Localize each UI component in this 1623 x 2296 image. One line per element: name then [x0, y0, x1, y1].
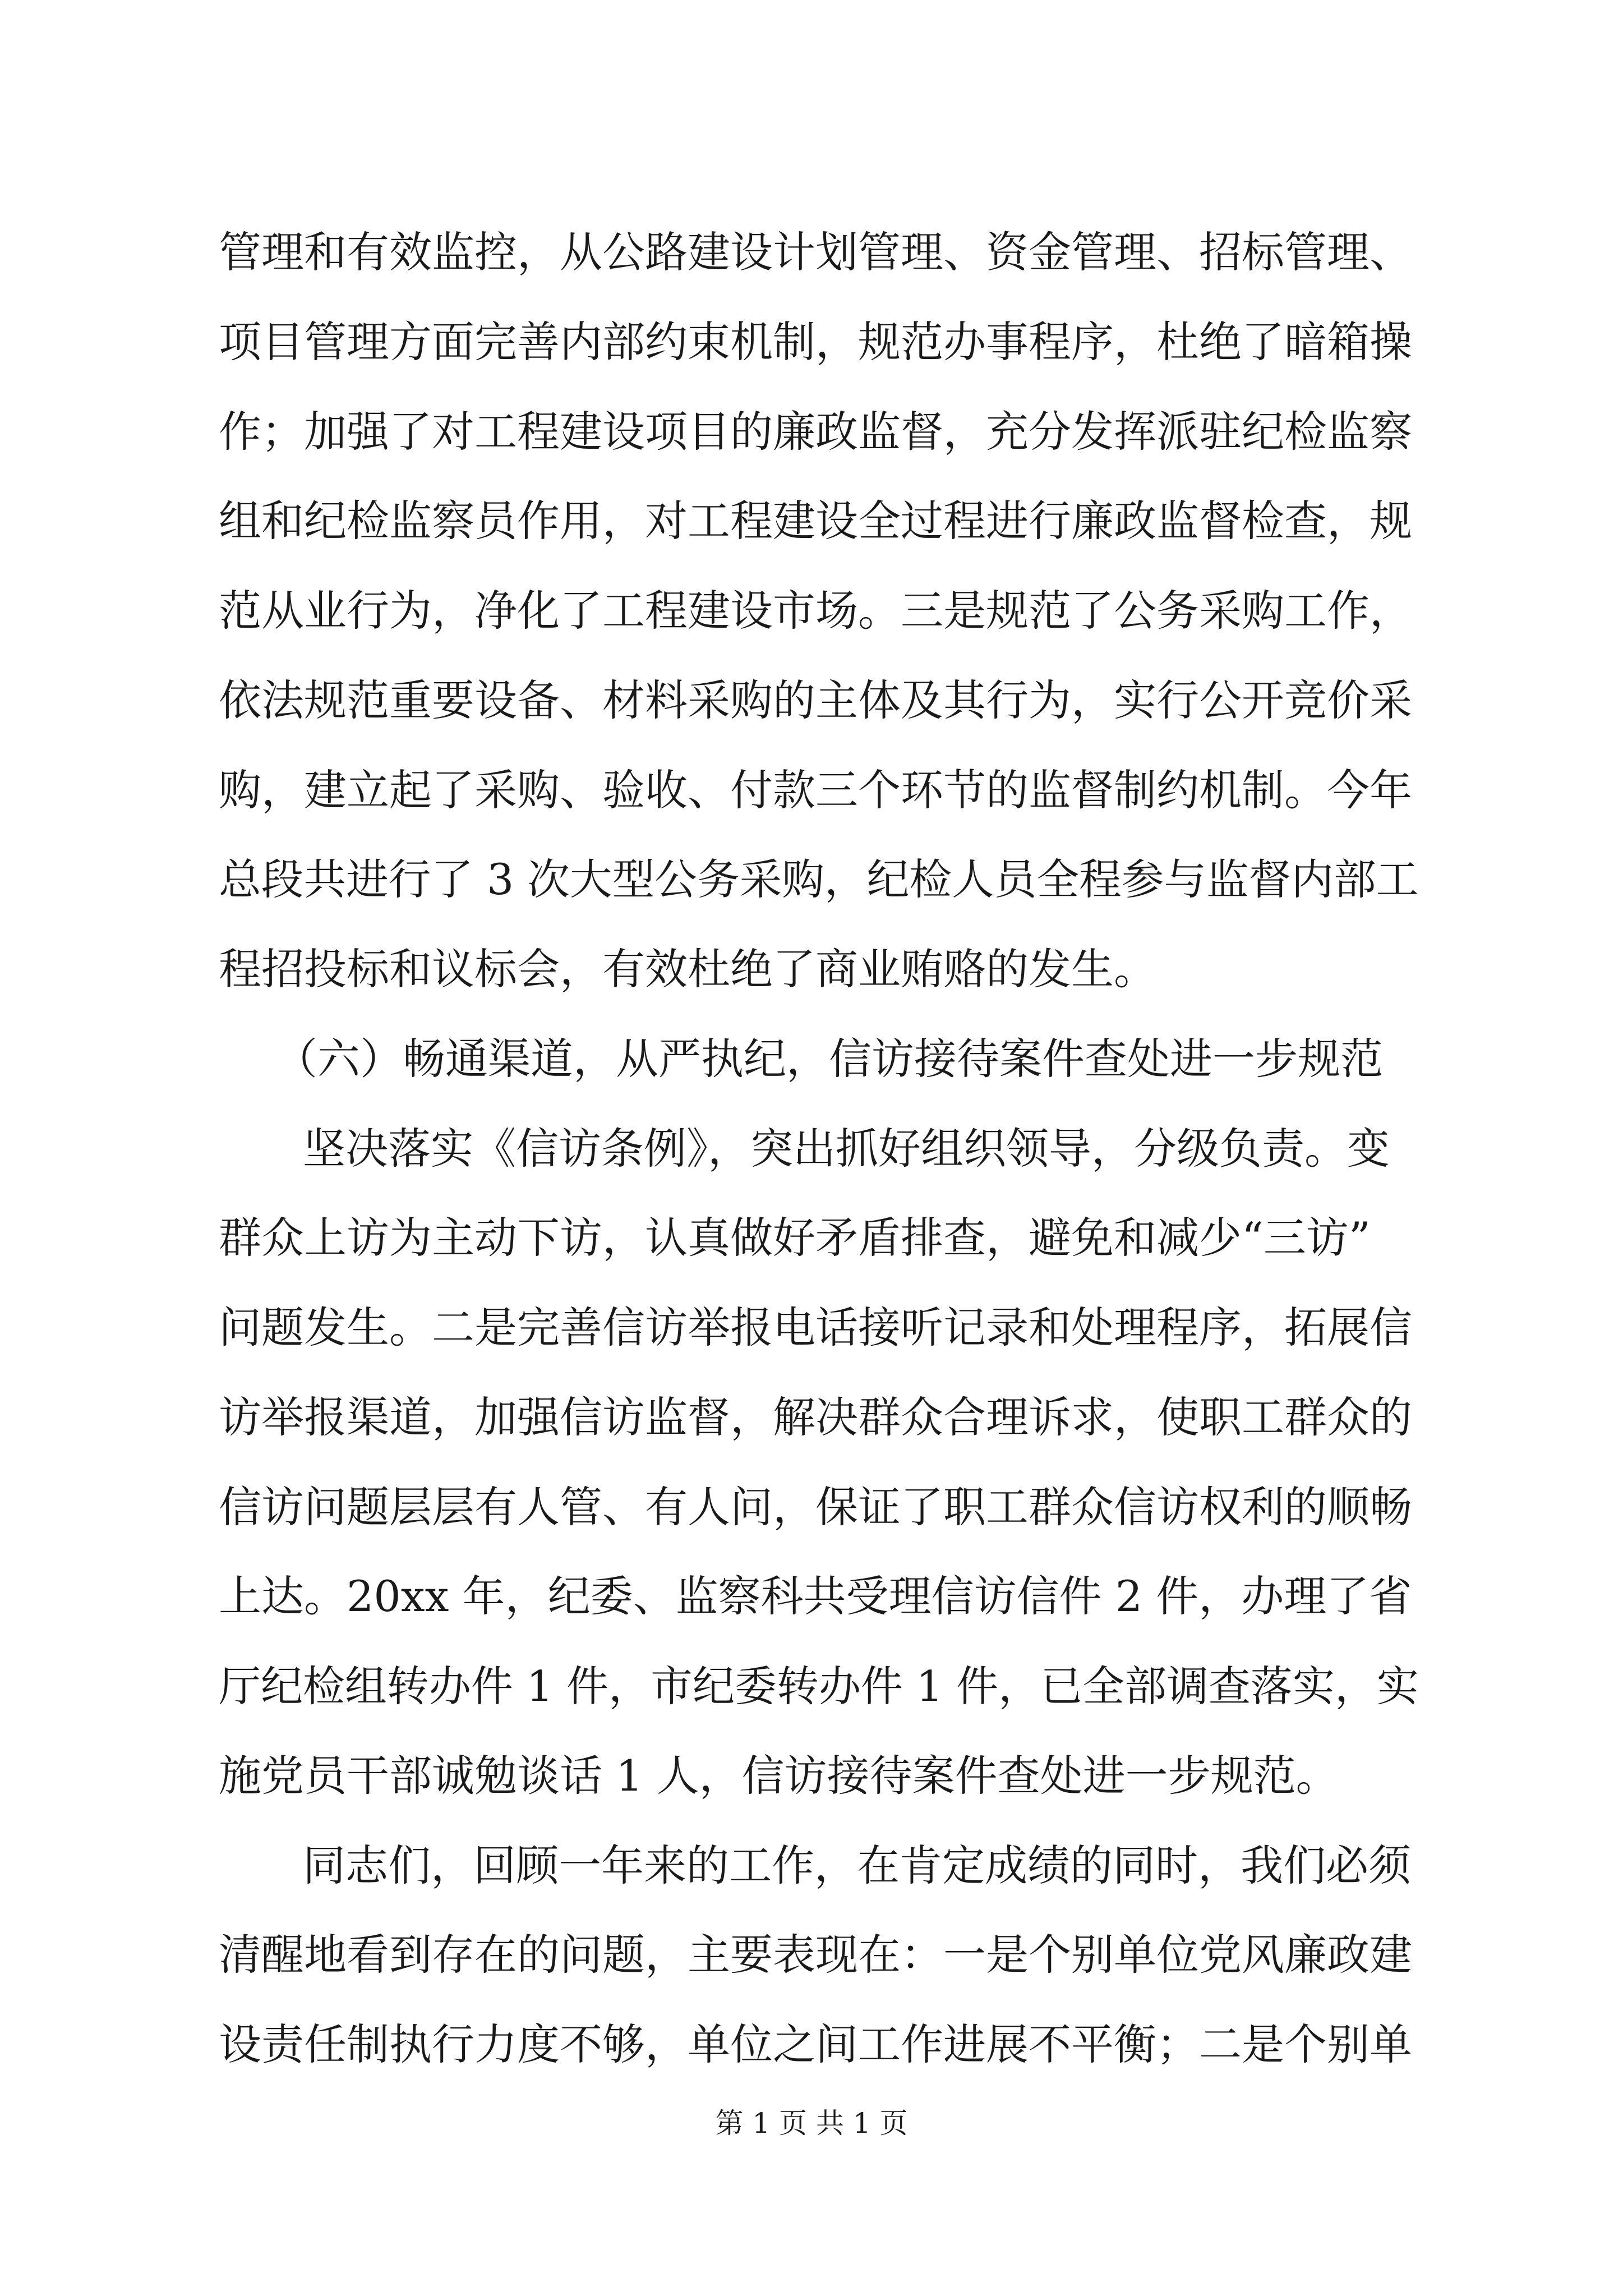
text-line: [0, 398, 1623, 466]
text-line-content: 同志们，回顾一年来的工作，在肯定成绩的同时，我们必须: [303, 1840, 1411, 1890]
text-line: [0, 1832, 1623, 1899]
text-line-content: 群众上访为主动下访，认真做好矛盾排查，避免和减少“三访”: [219, 1213, 1371, 1263]
text-line-content: 程招投标和议标会，有效杜绝了商业贿赂的发生。: [219, 944, 1156, 994]
text-line: [0, 1204, 1623, 1272]
text-line-content: 作；加强了对工程建设项目的廉政监督，充分发挥派驻纪检监察: [219, 406, 1412, 457]
text-line-content: 坚决落实《信访条例》，突出抓好组织领导，分级负责。变: [303, 1123, 1390, 1174]
text-line: [0, 757, 1623, 824]
text-line: [0, 219, 1623, 286]
section-heading-text: （六）畅通渠道，从严执纪，信访接待案件查处进一步规范: [275, 1033, 1383, 1084]
page-footer: 第 1 页 共 1 页: [715, 2107, 908, 2139]
text-line-content: 组和纪检监察员作用，对工程建设全过程进行廉政监督检查，规: [219, 496, 1412, 546]
text-line: [0, 1115, 1623, 1182]
text-line-content: 范从业行为，净化了工程建设市场。三是规范了公务采购工作，: [219, 586, 1412, 636]
text-line-content: 购，建立起了采购、验收、付款三个环节的监督制约机制。今年: [219, 765, 1412, 815]
text-line: [0, 1653, 1623, 1720]
text-line-content: 总段共进行了 3 次大型公务采购，纪检人员全程参与监督内部工: [219, 855, 1419, 905]
text-line: [0, 309, 1623, 376]
text-line-content: 依法规范重要设备、材料采购的主体及其行为，实行公开竞价采: [219, 675, 1412, 725]
text-line: [0, 1742, 1623, 1810]
text-line-content: 设责任制执行力度不够，单位之间工作进展不平衡；二是个别单: [219, 2019, 1412, 2069]
text-line: [0, 846, 1623, 913]
text-line: [0, 936, 1623, 1003]
text-line-content: 管理和有效监控，从公路建设计划管理、资金管理、招标管理、: [219, 227, 1412, 277]
text-line-content: 访举报渠道，加强信访监督，解决群众合理诉求，使职工群众的: [219, 1392, 1412, 1442]
text-line: [0, 667, 1623, 734]
text-line-content: 项目管理方面完善内部约束机制，规范办事程序，杜绝了暗箱操: [219, 316, 1412, 367]
text-line: [0, 1294, 1623, 1361]
text-line-content: 上达。20xx 年，纪委、监察科共受理信访信件 2 件，办理了省: [219, 1571, 1412, 1622]
text-line: [0, 2011, 1623, 2078]
text-line: [0, 1384, 1623, 1451]
text-line: [0, 1921, 1623, 1989]
text-line: [0, 1474, 1623, 1541]
text-line-content: 信访问题层层有人管、有人问，保证了职工群众信访权利的顺畅: [219, 1481, 1412, 1532]
section-heading: [0, 1025, 1623, 1093]
text-line: [0, 1563, 1623, 1630]
text-line-content: 问题发生。二是完善信访举报电话接听记录和处理程序，拓展信: [219, 1303, 1412, 1352]
text-line-content: 施党员干部诚勉谈话 1 人，信访接待案件查处进一步规范。: [219, 1750, 1339, 1801]
text-line-content: 清醒地看到存在的问题，主要表现在：一是个别单位党风廉政建: [219, 1930, 1412, 1980]
text-line-content: 厅纪检组转办件 1 件，市纪委转办件 1 件，已全部调查落实，实: [219, 1662, 1419, 1711]
text-line: [0, 577, 1623, 645]
text-line: [0, 487, 1623, 555]
